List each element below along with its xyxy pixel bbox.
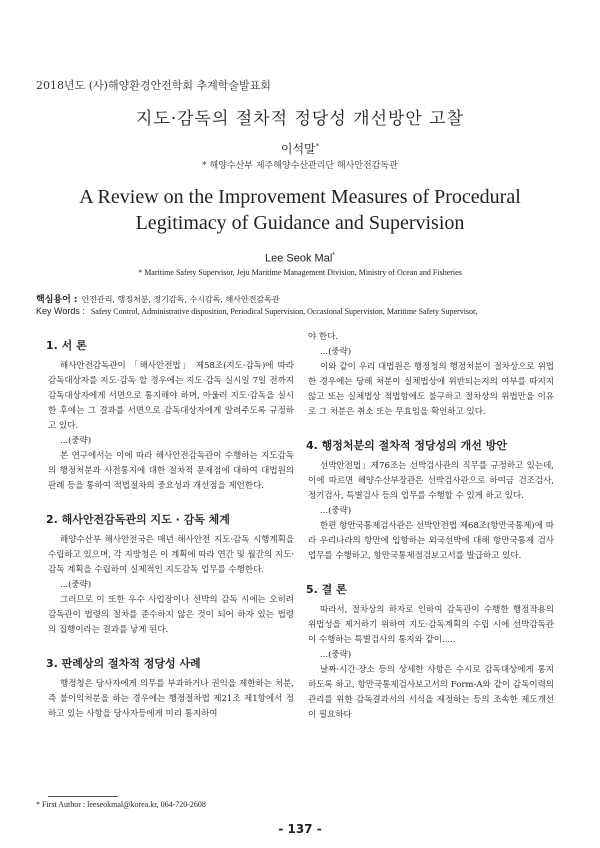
footnote-divider (48, 796, 118, 797)
english-author (0, 252, 600, 265)
keywords-korean (36, 292, 576, 305)
section-4-heading: 4. 행정처분의 절차적 정당성의 개선 방안 (306, 439, 507, 452)
section-5-heading: 5. 결 론 (306, 583, 347, 596)
omission-note: ...(중략) (320, 650, 352, 660)
keywords-english (36, 306, 576, 316)
paragraph: 선박안전법」제76조는 선박검사관의 직무를 규정하고 있는데, 이에 따르면 해양수산부장관은 선박검사관으로 하여금 건조검사, 정기검사, 특별검사 등의 업무를 수행할 수 있게 하고 있다. (308, 461, 554, 501)
page-number: - 137 - (278, 822, 322, 836)
paragraph: 본 연구에서는 이에 따라 해사안전감독관이 수행하는 지도감독의 행정처분과 사전통지에 대한 절차적 문제점에 대하여 대법원의 판례 등을 통하여 적법절차의 중요성과 개선점을 제언한다. (48, 451, 294, 491)
paragraph: 야 한다. (308, 332, 339, 342)
english-author-name: Lee Seok Mal (265, 252, 333, 265)
omission-note: ...(중략) (320, 506, 352, 516)
omission-note: ...(중략) (60, 580, 92, 590)
paragraph: 한편 항만국통제검사관은 선박안전법 제68조(항만국통제)에 따라 우리나라의 항만에 입항하는 외국선박에 대해 항만국통제 검사업무를 수행하고, 항만국통제점검보고서를 발급하고 있다. (308, 521, 554, 561)
paragraph: 따라서, 절차상의 하자로 인하여 감독관이 수행한 행정작용의 위법성을 제거하기 위하여 지도·감독계획의 수립 시에 선박감독관이 수행하는 특별검사의 통지와 같이..... (308, 605, 554, 645)
section-2-heading: 2. 해사안전감독관의 지도 · 감독 체계 (46, 513, 230, 526)
keywords-english-label: Key Words : (36, 306, 85, 316)
korean-author (0, 140, 600, 157)
paragraph: 해사안전감독관이 「해사안전법」 제58조(지도·감독)에 따라 감독대상자를 지도·감독 할 경우에는 지도·감독 실시일 7일 전까지 감독대상자에게 서면으로 통지해야 하며, 아울러 지도·감독을 실시한 후에는 그 결과를 서면으로 감독대상자에게 알려주도록 규정하고 있다. (48, 361, 294, 431)
paragraph: 해양수산부 해사안전국은 매년 해사안전 지도·감독 시행계획을 수립하고 있으며, 각 지방청은 이 계획에 따라 연간 및 월간의 지도·감독 계획을 수립하여 실제적인 지도감독 업무를 수행한다. (48, 535, 294, 575)
keywords-korean-label: 핵심용어 : (36, 295, 78, 305)
omission-note: ...(중략) (60, 436, 92, 446)
korean-title: 지도·감독의 절차적 정당성 개선방안 고찰 (135, 109, 465, 129)
korean-author-name: 이석말 (280, 142, 316, 156)
english-author-mark: * (332, 252, 335, 259)
korean-author-mark: * (315, 142, 320, 150)
keywords-korean-text: 안전관리, 행정처분, 정기감독, 수시감독, 해사안전감독관 (81, 295, 280, 304)
left-column (48, 330, 294, 722)
footnote: * First Author : leeseokmal@korea.kr, 064-720-2608 (36, 800, 206, 809)
paragraph: 날짜·시간·장소 등의 상세한 사항은 수시로 감독대상에게 통지하도록 하고, 항만국통제검사보고서의 Form-A와 같이 감독이력의 관리를 위한 감독결과서의 서식을 제정하는 등의 조속한 제도개선이 필요하다 (308, 665, 554, 720)
section-1-heading: 1. 서 론 (46, 339, 87, 352)
korean-affiliation: * 해양수산부 제주해양수산관리단 해사안전감독관 (202, 161, 398, 171)
omission-note: ...(중략) (320, 347, 352, 357)
right-column (308, 330, 554, 723)
paragraph: 행정청은 당사자에게 의무를 부과하거나 권익을 제한하는 처분, 즉 불이익처분을 하는 경우에는 행정절차법 제21조 제1항에서 정하고 있는 사항을 당사자등에게 미리 통지하여 (48, 679, 294, 719)
conference-header: 2018년도 (사)해양환경안전학회 추계학술발표회 (36, 79, 271, 92)
keywords-english-text: Safety Control, Administrative disposition, Periodical Supervision, Occasional Supervision, Maritime Safety Supervisor, (90, 307, 478, 316)
english-affiliation: * Maritime Safety Supervisor, Jeju Maritime Management Division, Ministry of Ocean and Fisheries (138, 268, 462, 277)
english-title: A Review on the Improvement Measures of Procedural Legitimacy of Guidance and Supervision (79, 186, 521, 234)
paragraph: 이와 같이 우리 대법원은 행정청의 행정처분이 절차상으로 위법한 경우에는 당해 처분이 실체법상에 위반되는지의 여부를 따지지 않고 또는 실체법상 적법함에도 불구하고 절차상의 위법만을 이유로 그 처분은 취소 또는 무효임을 확인하고 있다. (308, 362, 554, 417)
paragraph: 그러므로 이 또한 우수 사업장이나 선박의 감독 시에는 오히려 감독관이 법령의 절차를 준수하지 않은 것이 되어 하자 있는 법령의 집행이라는 결과를 낳게 된다. (48, 595, 294, 635)
section-3-heading: 3. 판례상의 절차적 정당성 사례 (46, 657, 201, 670)
